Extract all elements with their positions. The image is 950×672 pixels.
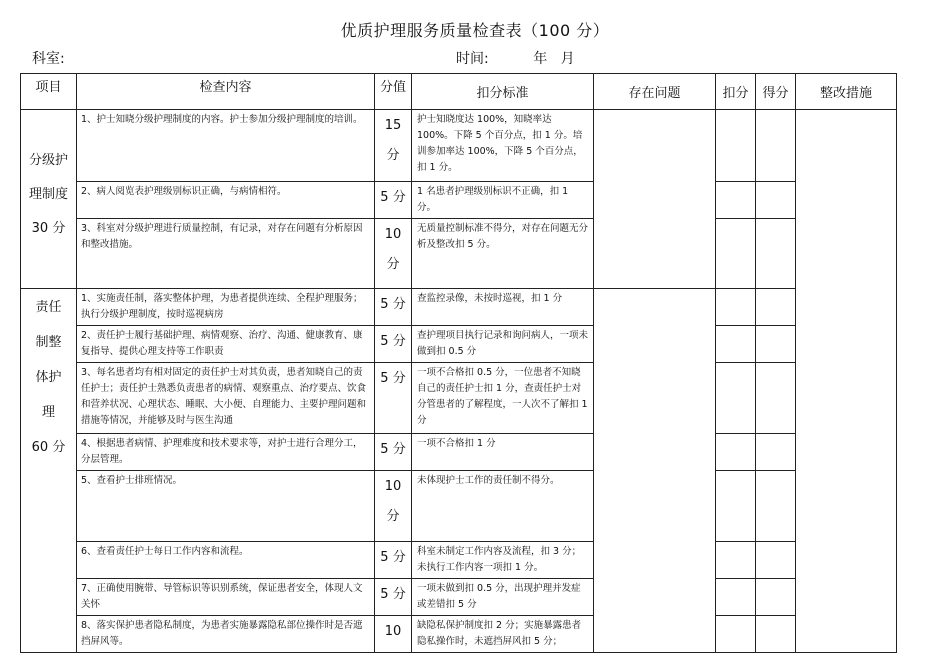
got-cell[interactable] xyxy=(756,289,796,326)
category-line: 理 xyxy=(41,405,55,420)
score-cell xyxy=(375,326,412,363)
score-cell xyxy=(375,289,412,326)
content-cell: 4、根据患者病情、护理难度和技术要求等，对护士进行合理分工，分层管理。 xyxy=(77,434,375,471)
table-row xyxy=(21,542,897,579)
header-got: 得分 xyxy=(756,74,796,110)
header-standard: 扣分标准 xyxy=(412,74,594,110)
category-cell xyxy=(21,110,77,289)
score-cell xyxy=(375,110,412,182)
score-cell xyxy=(375,616,412,653)
got-cell[interactable] xyxy=(756,182,796,219)
score-line: 5 分 xyxy=(380,442,406,457)
deduct-cell[interactable] xyxy=(716,471,756,542)
got-cell[interactable] xyxy=(756,326,796,363)
got-cell[interactable] xyxy=(756,434,796,471)
score-line: 5 分 xyxy=(380,334,406,349)
content-cell: 7、正确使用腕带、导管标识等识别系统，保证患者安全，体现人文关怀 xyxy=(77,579,375,616)
year-label: 年 xyxy=(533,51,548,67)
standard-cell: 无质量控制标准不得分，对存在问题无分析及整改扣 5 分。 xyxy=(412,219,594,289)
score-line: 15 xyxy=(384,118,402,133)
month-label: 月 xyxy=(560,51,575,67)
category-line: 理制度 xyxy=(28,187,68,202)
standard-cell: 一项不合格扣 0.5 分，一位患者不知晓自己的责任护士扣 1 分，查责任护士对分管患者的了解程度，一人次不了解扣 1 分 xyxy=(412,363,594,434)
score-line: 10 xyxy=(384,479,402,494)
standard-cell: 查监控录像，未按时巡视，扣 1 分 xyxy=(412,289,594,326)
table-row xyxy=(21,219,897,289)
content-cell: 3、科室对分级护理进行质量控制，有记录，对存在问题有分析原因和整改措施。 xyxy=(77,219,375,289)
header-deduct: 扣分 xyxy=(716,74,756,110)
content-cell: 2、责任护士履行基础护理、病情观察、治疗、沟通、健康教育、康复指导、提供心理支持等工作职责 xyxy=(77,326,375,363)
table-row xyxy=(21,579,897,616)
score-line: 10 xyxy=(384,227,402,242)
content-cell: 3、每名患者均有相对固定的责任护士对其负责，患者知晓自己的责任护士；责任护士熟悉负责患者的病情、观察重点、治疗要点、饮食和营养状况、心理状态、睡眠、大小便、自理能力、主要护理问题和措施等情况，并能够及时与医生沟通 xyxy=(77,363,375,434)
standard-cell: 一项未做到扣 0.5 分，出现护理并发症或差错扣 5 分 xyxy=(412,579,594,616)
table-row xyxy=(21,110,897,182)
time-label: 时间: xyxy=(456,51,489,67)
score-cell xyxy=(375,363,412,434)
page-title: 优质护理服务质量检查表（100 分） xyxy=(340,21,610,40)
deduct-cell[interactable] xyxy=(716,110,756,182)
deduct-cell[interactable] xyxy=(716,182,756,219)
score-cell xyxy=(375,182,412,219)
category-line: 30 分 xyxy=(31,221,66,236)
got-cell[interactable] xyxy=(756,110,796,182)
deduct-cell[interactable] xyxy=(716,289,756,326)
header-problem: 存在问题 xyxy=(594,74,716,110)
deduct-cell[interactable] xyxy=(716,542,756,579)
header-score: 分值 xyxy=(375,74,412,110)
score-line: 分 xyxy=(386,509,400,524)
score-line: 5 分 xyxy=(380,371,406,386)
score-line: 分 xyxy=(386,148,400,163)
standard-cell: 查护理项目执行记录和询问病人，一项未做到扣 0.5 分 xyxy=(412,326,594,363)
category-line: 责任 xyxy=(35,300,62,315)
content-cell: 1、实施责任制，落实整体护理，为患者提供连续、全程护理服务；执行分级护理制度，按时巡视病房 xyxy=(77,289,375,326)
inspection-table xyxy=(20,73,897,653)
score-cell xyxy=(375,471,412,542)
content-cell: 2、病人阅览表护理级别标识正确，与病情相符。 xyxy=(77,182,375,219)
problem-cell[interactable] xyxy=(594,289,716,653)
got-cell[interactable] xyxy=(756,579,796,616)
got-cell[interactable] xyxy=(756,471,796,542)
standard-cell: 缺隐私保护制度扣 2 分；实施暴露患者隐私操作时，未遮挡屏风扣 5 分； xyxy=(412,616,594,653)
standard-cell: 未体现护士工作的责任制不得分。 xyxy=(412,471,594,542)
got-cell[interactable] xyxy=(756,219,796,289)
header-content: 检查内容 xyxy=(77,74,375,110)
score-line: 5 分 xyxy=(380,550,406,565)
rectify-cell[interactable] xyxy=(796,110,897,653)
score-cell xyxy=(375,579,412,616)
content-cell: 1、护士知晓分级护理制度的内容。护士参加分级护理制度的培训。 xyxy=(77,110,375,182)
content-cell: 6、查看责任护士每日工作内容和流程。 xyxy=(77,542,375,579)
deduct-cell[interactable] xyxy=(716,219,756,289)
standard-cell: 护士知晓度达 100%，知晓率达 100%。下降 5 个百分点，扣 1 分。培训参加率达 100%，下降 5 个百分点，扣 1 分。 xyxy=(412,110,594,182)
header-item: 项目 xyxy=(21,74,77,110)
table-row xyxy=(21,363,897,434)
score-line: 5 分 xyxy=(380,587,406,602)
deduct-cell[interactable] xyxy=(716,363,756,434)
category-line: 60 分 xyxy=(31,440,66,455)
got-cell[interactable] xyxy=(756,616,796,653)
score-line: 10 xyxy=(384,624,402,639)
score-line: 分 xyxy=(386,257,400,272)
deduct-cell[interactable] xyxy=(716,616,756,653)
category-line: 分级护 xyxy=(28,153,68,168)
header-row xyxy=(21,74,897,110)
content-cell: 5、查看护士排班情况。 xyxy=(77,471,375,542)
table-row xyxy=(21,616,897,653)
score-line: 5 分 xyxy=(380,297,406,312)
score-cell xyxy=(375,219,412,289)
deduct-cell[interactable] xyxy=(716,326,756,363)
score-line: 5 分 xyxy=(380,190,406,205)
table-row xyxy=(21,289,897,326)
got-cell[interactable] xyxy=(756,363,796,434)
problem-cell[interactable] xyxy=(594,110,716,289)
header-rectify: 整改措施 xyxy=(796,74,897,110)
table-row xyxy=(21,434,897,471)
score-cell xyxy=(375,542,412,579)
table-row xyxy=(21,471,897,542)
category-line: 制整 xyxy=(35,335,62,350)
table-row xyxy=(21,326,897,363)
table-row xyxy=(21,182,897,219)
deduct-cell[interactable] xyxy=(716,579,756,616)
score-cell xyxy=(375,434,412,471)
date-line xyxy=(456,48,575,68)
standard-cell: 一项不合格扣 1 分 xyxy=(412,434,594,471)
content-cell: 8、落实保护患者隐私制度，为患者实施暴露隐私部位操作时是否遮挡屏风等。 xyxy=(77,616,375,653)
department-label: 科室: xyxy=(32,51,65,67)
category-cell xyxy=(21,289,77,653)
standard-cell: 科室未制定工作内容及流程，扣 3 分；未执行工作内容一项扣 1 分。 xyxy=(412,542,594,579)
deduct-cell[interactable] xyxy=(716,434,756,471)
standard-cell: 1 名患者护理级别标识不正确，扣 1 分。 xyxy=(412,182,594,219)
category-line: 体护 xyxy=(35,370,62,385)
got-cell[interactable] xyxy=(756,542,796,579)
